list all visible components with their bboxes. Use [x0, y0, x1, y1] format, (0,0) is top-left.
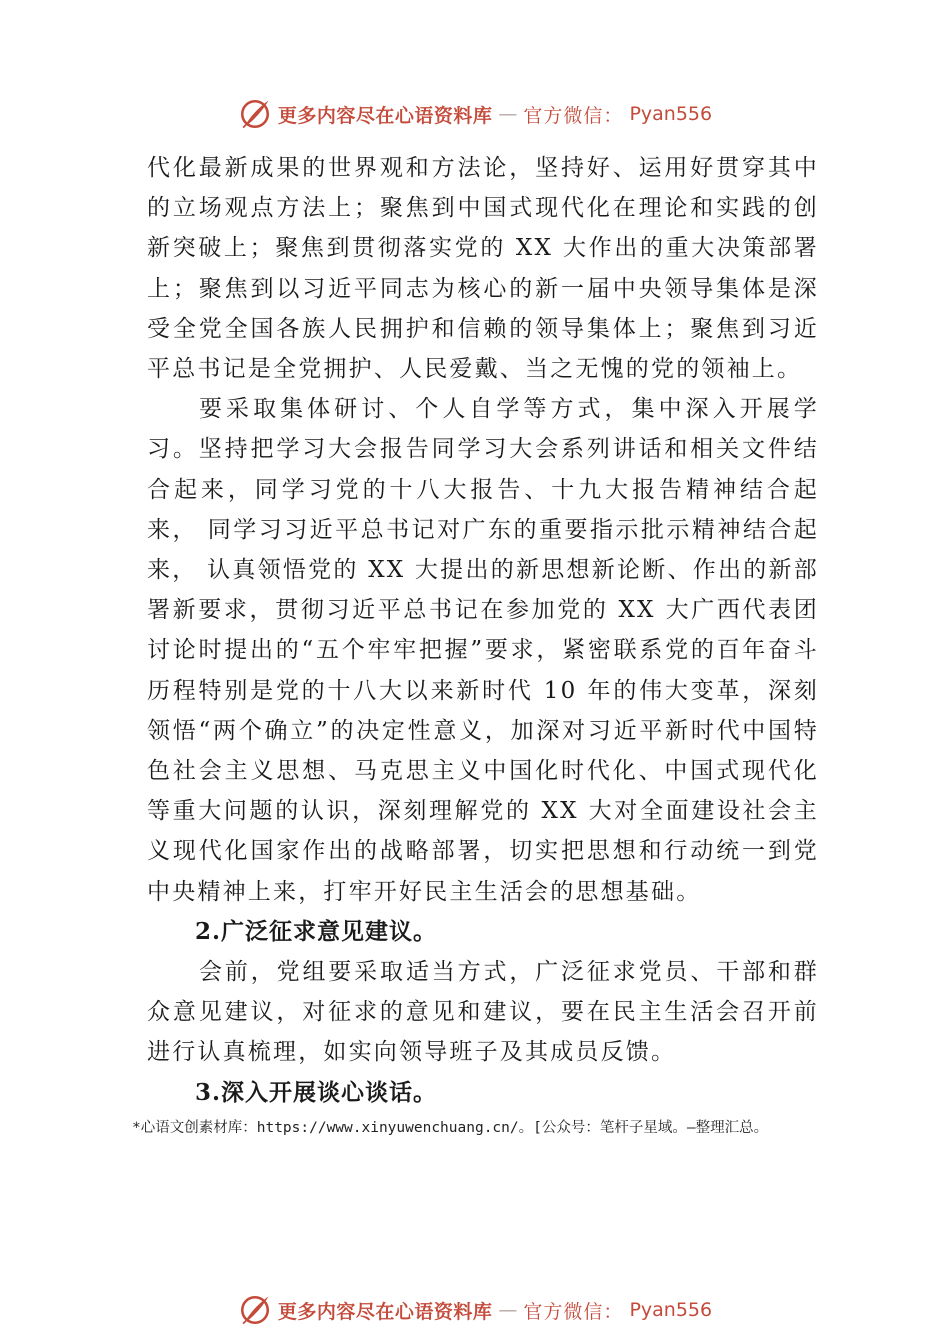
- quill-circle-icon: [238, 1293, 272, 1327]
- section-heading: 3.深入开展谈心谈话。: [195, 1078, 438, 1106]
- quill-circle-icon: [238, 97, 272, 131]
- banner-separator: —: [498, 1299, 518, 1321]
- footer-banner: [0, 1290, 950, 1330]
- body-paragraph: 要采取集体研讨、个人自学等方式，集中深入开展学习。坚持把学习大会报告同学习大会系列讲话和相关文件结合起来，同学习党的十八大报告、十九大报告精神结合起来， 同学习习近平总书记对广东的重要指示批示精神结合起来， 认真领悟党的 XX 大提出的新思想新论断、作出的新部署新要求，贯彻习近平总书记在参加党的 XX 大广西代表团讨论时提出的“五个牢牢把握”要求，紧密联系党的百年奋斗历程特别是党的十八大以来新时代 10 年的伟大变革，深刻领悟“两个确立”的决定性意义，加深对习近平新时代中国特色社会主义思想、马克思主义中国化时代化、中国式现代化等重大问题的认识，深刻理解党的 XX 大对全面建设社会主义现代化国家作出的战略部署，切实把思想和行动统一到党中央精神上来，打牢开好民主生活会的思想基础。: [147, 396, 819, 905]
- footnote: *心语文创素材库：https://www.xinyuwenchuang.cn/。[公众号：笔杆子星域。—整理汇总。: [132, 1120, 769, 1136]
- header-banner: [0, 94, 950, 134]
- banner-title: 更多内容尽在心语资料库: [277, 1300, 493, 1323]
- banner-wechat-id: Pyan556: [629, 1299, 713, 1321]
- banner-separator: —: [498, 103, 518, 125]
- body-paragraph: 会前，党组要采取适当方式，广泛征求党员、干部和群众意见建议，对征求的意见和建议，要在民主生活会召开前进行认真梳理，如实向领导班子及其成员反馈。: [147, 959, 819, 1066]
- section-heading: 2.广泛征求意见建议。: [195, 917, 438, 945]
- banner-official-label: 官方微信：: [523, 1300, 624, 1323]
- banner-title: 更多内容尽在心语资料库: [277, 104, 493, 127]
- banner-official-label: 官方微信：: [523, 104, 624, 127]
- document-body: [147, 148, 819, 1113]
- banner-wechat-id: Pyan556: [629, 103, 713, 125]
- body-paragraph: 代化最新成果的世界观和方法论，坚持好、运用好贯穿其中的立场观点方法上；聚焦到中国式现代化在理论和实践的创新突破上；聚焦到贯彻落实党的 XX 大作出的重大决策部署上；聚焦到以习近平同志为核心的新一届中央领导集体是深受全党全国各族人民拥护和信赖的领导集体上；聚焦到习近平总书记是全党拥护、人民爱戴、当之无愧的党的领袖上。: [147, 155, 819, 383]
